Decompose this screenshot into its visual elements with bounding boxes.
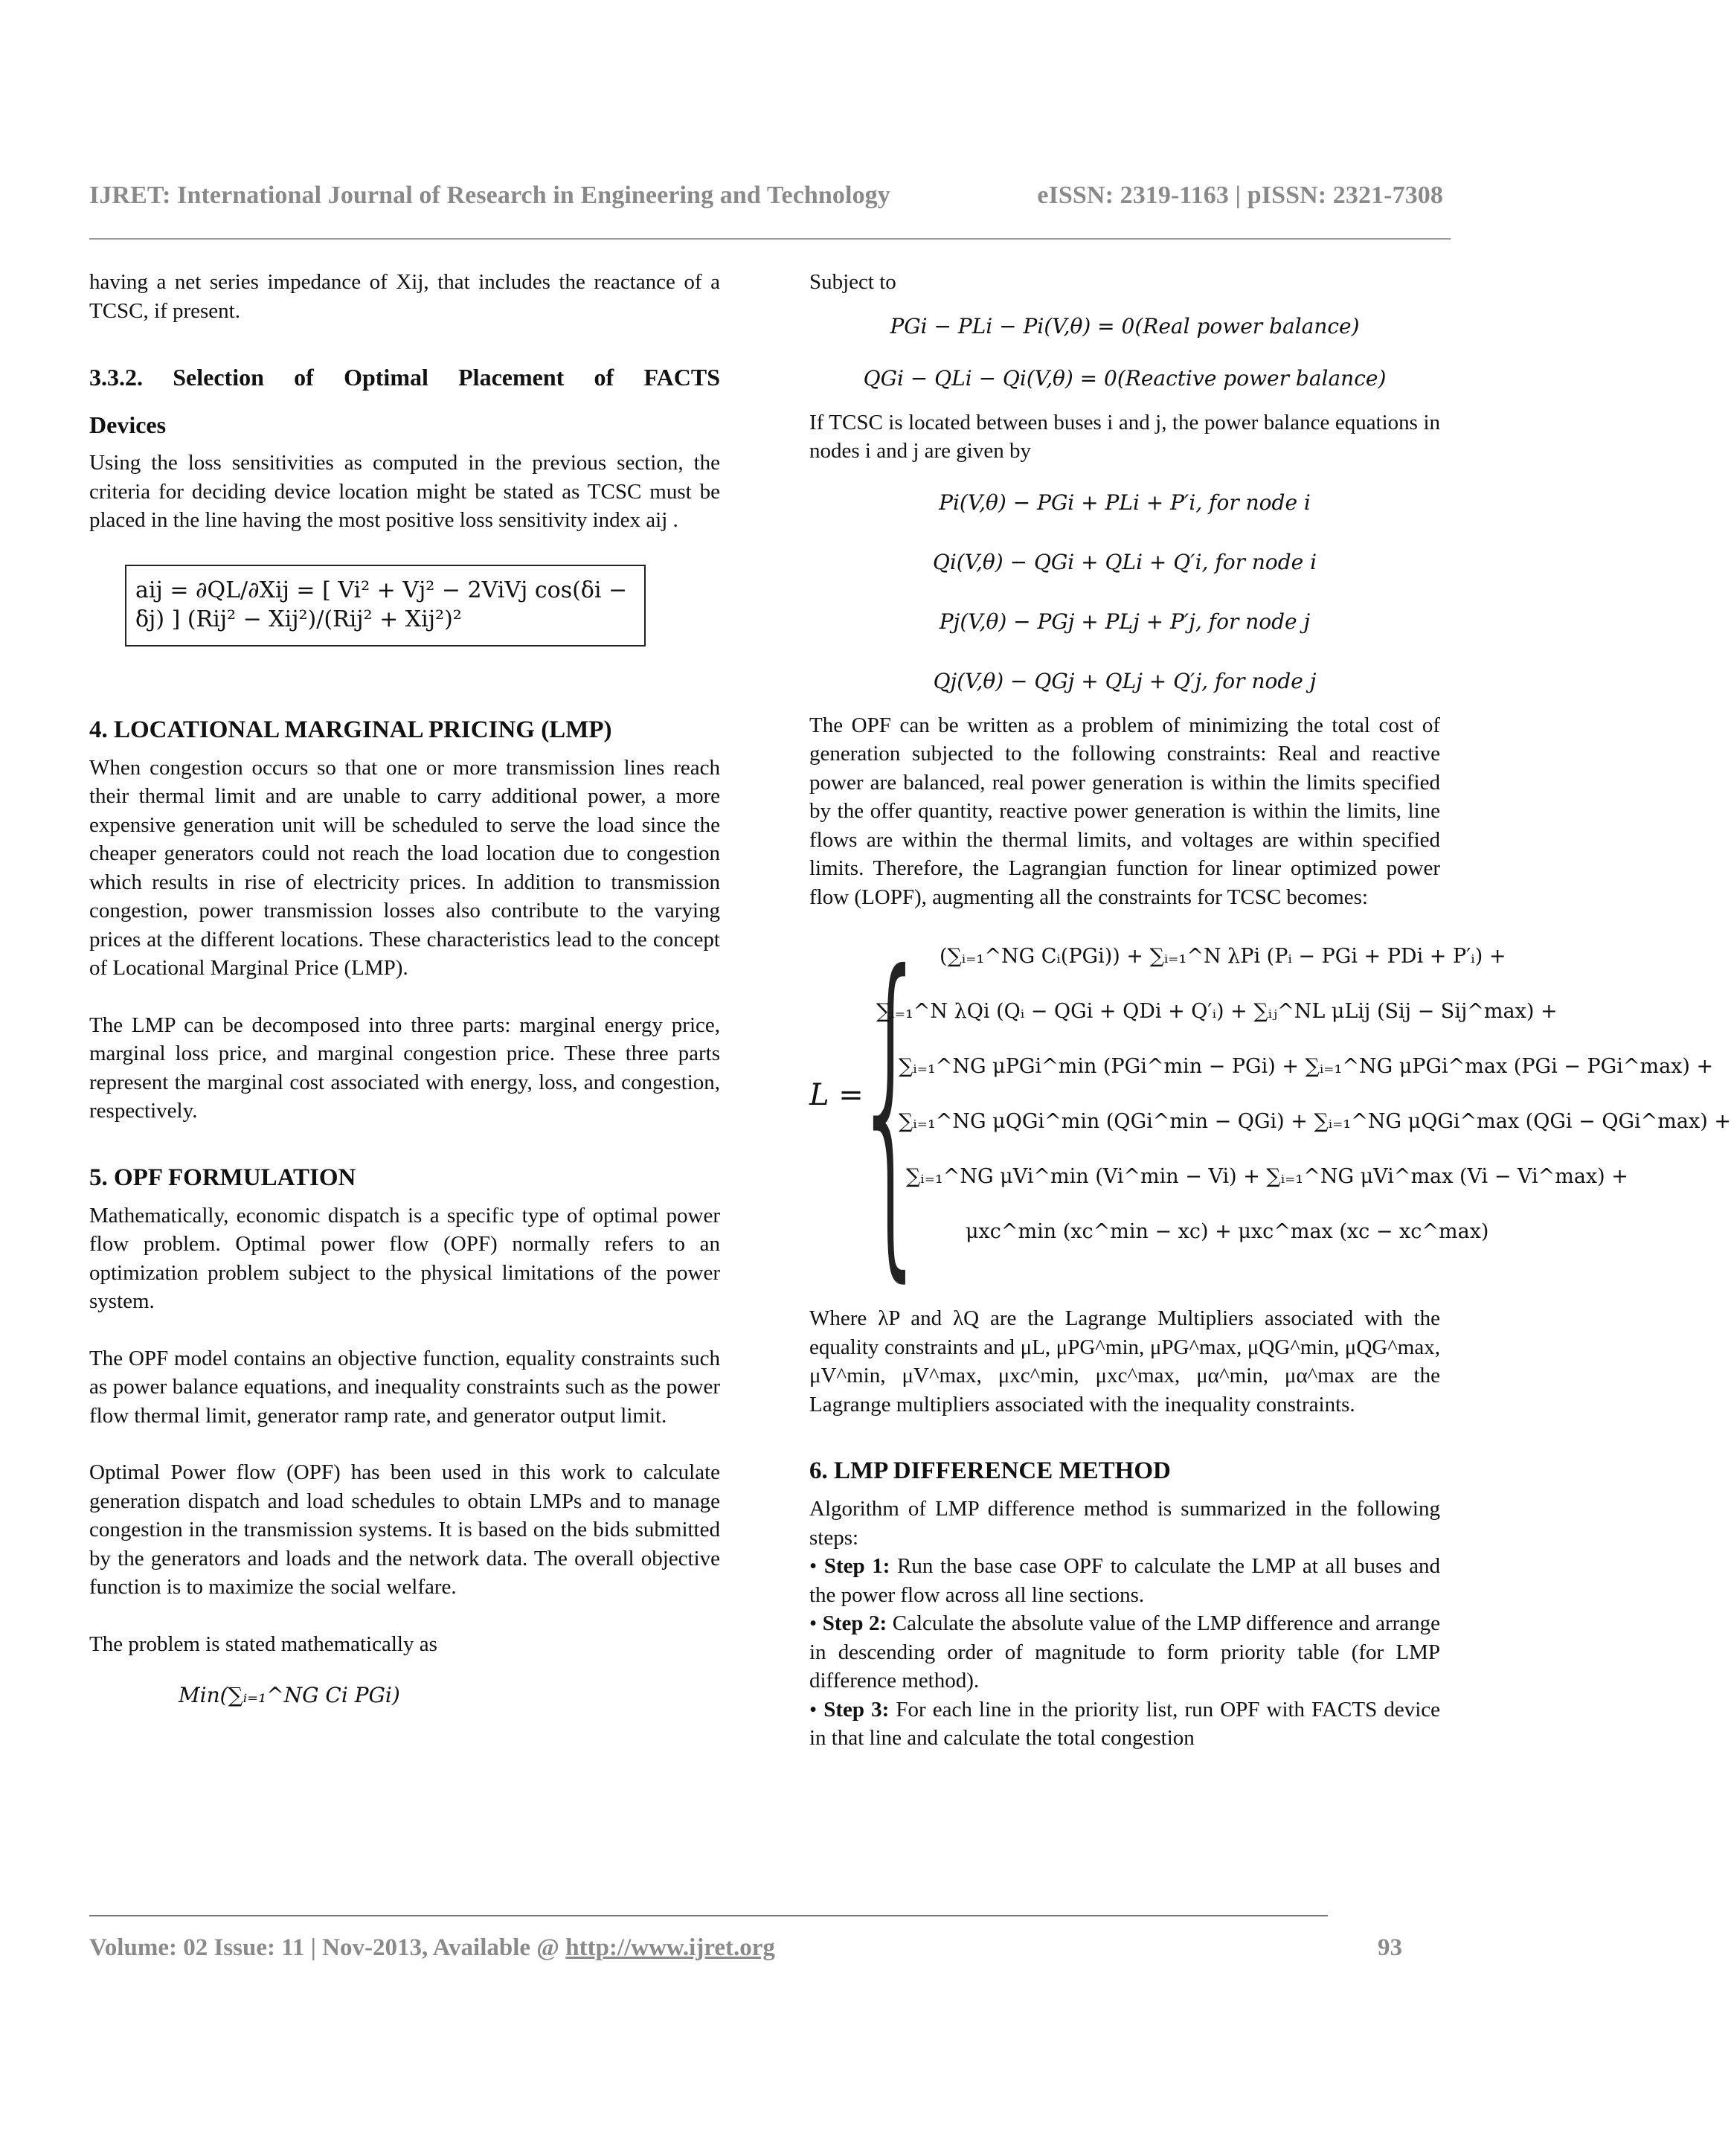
lagrangian-line: μxc^min (xc^min − xc) + μxc^max (xc − xc^max) bbox=[966, 1220, 1489, 1243]
left-column bbox=[89, 268, 720, 1725]
paragraph: The LMP can be decomposed into three parts: marginal energy price, marginal loss price, and marginal congestion price. These three parts represent the marginal cost associated with energy, loss, and congestion, respectively. bbox=[89, 1013, 720, 1123]
paragraph: When congestion occurs so that one or more transmission lines reach their thermal limit and are unable to carry additional power, a more expensive generation unit will be scheduled to serve the load since the cheaper generators could not reach the load location due to congestion which results in rise of electricity prices. In addition to transmission congestion, power transmission losses also contribute to the varying prices at the different locations. These characteristics lead to the concept of Locational Marginal Price (LMP). bbox=[89, 755, 720, 980]
list-item: • Step 3: For each line in the priority list, run OPF with FACTS device in that line and calculate the total congestion bbox=[809, 1697, 1440, 1750]
paragraph: Algorithm of LMP difference method is summarized in the following steps: bbox=[809, 1497, 1440, 1550]
lagrangian-lhs: L = bbox=[809, 1078, 864, 1112]
section-heading-4: 4. LOCATIONAL MARGINAL PRICING (LMP) bbox=[89, 716, 612, 743]
page-header bbox=[89, 182, 1443, 210]
lagrangian-formula-image bbox=[809, 903, 1731, 1310]
journal-link[interactable]: http://www.ijret.org bbox=[565, 1934, 775, 1961]
step-label: Step 3: bbox=[823, 1697, 890, 1722]
section-heading-5: 5. OPF FORMULATION bbox=[89, 1164, 356, 1191]
step-text: Calculate the absolute value of the LMP difference and arrange in descending order of magnitude to form priority table (for LMP difference method). bbox=[809, 1611, 1441, 1693]
lagrangian-line: ∑ᵢ₌₁^NG μVi^min (Vi^min − Vi) + ∑ᵢ₌₁^NG μVi^max (Vi − Vi^max) + bbox=[906, 1165, 1628, 1188]
journal-title: IJRET: International Journal of Research in Engineering and Technology bbox=[89, 182, 890, 209]
equation-node-i-p: Pi(V,θ) − PGi + PLi + P′i, for node i bbox=[939, 490, 1311, 515]
issn-text: eISSN: 2319-1163 | pISSN: 2321-7308 bbox=[1037, 182, 1443, 209]
list-item: • Step 2: Calculate the absolute value of the LMP difference and arrange in descending order of magnitude to form priority table (for LMP difference method). bbox=[809, 1611, 1441, 1693]
volume-info: Volume: 02 Issue: 11 | Nov-2013, Available @ bbox=[89, 1934, 566, 1961]
section-heading-3-3-2: 3.3.2. Selection of Optimal Placement of FACTS bbox=[89, 364, 720, 391]
paragraph: Where λP and λQ are the Lagrange Multipliers associated with the equality constraints and μL, μPG^min, μPG^max, μQG^min, μQG^max, μV^min, μV^max, μxc^min, μxc^max, μα^min, μα^max are the Lagrange multipliers associated with the inequality constraints. bbox=[809, 1306, 1440, 1417]
page-footer bbox=[89, 1934, 1402, 1962]
paragraph: If TCSC is located between buses i and j, the power balance equations in nodes i and j are given by bbox=[809, 410, 1440, 463]
paragraph: Optimal Power flow (OPF) has been used in this work to calculate generation dispatch and load schedules to obtain LMPs and to manage congestion in the transmission systems. It is based on the bids submitted by the generators and loads and the network data. The overall objective function is to maximize the social welfare. bbox=[89, 1460, 720, 1599]
page-number: 93 bbox=[1378, 1934, 1402, 1961]
paragraph: Using the loss sensitivities as computed in the previous section, the criteria for deciding device location might be stated as TCSC must be placed in the line having the most positive loss sensitivity index aij . bbox=[89, 451, 720, 532]
header-rule bbox=[89, 238, 1451, 240]
paragraph: Mathematically, economic dispatch is a specific type of optimal power flow problem. Optimal power flow (OPF) normally refers to an optimization problem subject to the physical limitations of the power system. bbox=[89, 1203, 720, 1313]
list-item: • Step 1: Run the base case OPF to calculate the LMP at all buses and the power flow across all line sections. bbox=[809, 1554, 1441, 1607]
equation-real-balance: PGi − PLi − Pi(V,θ) = 0(Real power balance) bbox=[890, 313, 1360, 339]
step-label: Step 2: bbox=[822, 1611, 887, 1635]
step-text: For each line in the priority list, run OPF with FACTS device in that line and calculate the total congestion bbox=[809, 1697, 1440, 1750]
section-heading-6: 6. LMP DIFFERENCE METHOD bbox=[809, 1457, 1171, 1484]
sensitivity-formula-image: aij = ∂QL/∂Xij = [ Vi² + Vj² − 2ViVj cos(δi − δj) ] (Rij² − Xij²)/(Rij² + Xij²)² bbox=[125, 565, 646, 647]
step-text: Run the base case OPF to calculate the LMP at all buses and the power flow across all line sections. bbox=[809, 1554, 1441, 1607]
brace-glyph: { bbox=[852, 903, 931, 1310]
equation-reactive-balance: QGi − QLi − Qi(V,θ) = 0(Reactive power balance) bbox=[863, 365, 1387, 391]
footer-rule bbox=[89, 1915, 1328, 1916]
steps-list bbox=[809, 1552, 1440, 1753]
paragraph: having a net series impedance of Xij, that includes the reactance of a TCSC, if present. bbox=[89, 270, 720, 323]
right-column bbox=[809, 268, 1731, 1753]
lagrangian-line: (∑ᵢ₌₁^NG Cᵢ(PGi)) + ∑ᵢ₌₁^N λPi (Pᵢ − PGi + PDi + P′ᵢ) + bbox=[940, 945, 1506, 968]
equation-node-j-p: Pj(V,θ) − PGj + PLj + P′j, for node j bbox=[939, 609, 1311, 634]
paragraph: The OPF model contains an objective function, equality constraints such as power balance equations, and inequality constraints such as the power flow thermal limit, generator ramp rate, and generator output limit. bbox=[89, 1346, 720, 1428]
paragraph: The problem is stated mathematically as bbox=[89, 1632, 437, 1656]
step-label: Step 1: bbox=[823, 1554, 890, 1578]
paragraph: The OPF can be written as a problem of minimizing the total cost of generation subjected to the following constraints: Real and reactive power are balanced, real power generation is within the limits specified by the offer quantity, reactive power generation is within the limits, line flows are within the thermal limits, and voltages are within specified limits. Therefore, the Lagrangian function for linear optimized power flow (LOPF), augmenting all the constraints for TCSC becomes: bbox=[809, 713, 1440, 909]
paragraph: Subject to bbox=[809, 270, 896, 294]
lagrangian-line: ∑ᵢ₌₁^NG μQGi^min (QGi^min − QGi) + ∑ᵢ₌₁^NG μQGi^max (QGi − QGi^max) + bbox=[899, 1110, 1731, 1133]
equation-node-j-q: Qj(V,θ) − QGj + QLj + Q′j, for node j bbox=[933, 668, 1317, 693]
section-heading-3-3-2-cont: Devices bbox=[89, 411, 167, 438]
objective-equation: Min(∑ᵢ₌₁^NG Ci PGi) bbox=[179, 1683, 400, 1707]
equation-node-i-q: Qi(V,θ) − QGi + QLi + Q′i, for node i bbox=[932, 549, 1317, 574]
lagrangian-line: ∑ᵢ₌₁^N λQi (Qᵢ − QGi + QDi + Q′ᵢ) + ∑ᵢⱼ^NL μLij (Sij − Sij^max) + bbox=[876, 1000, 1558, 1023]
lagrangian-line: ∑ᵢ₌₁^NG μPGi^min (PGi^min − PGi) + ∑ᵢ₌₁^NG μPGi^max (PGi − PGi^max) + bbox=[899, 1055, 1714, 1078]
